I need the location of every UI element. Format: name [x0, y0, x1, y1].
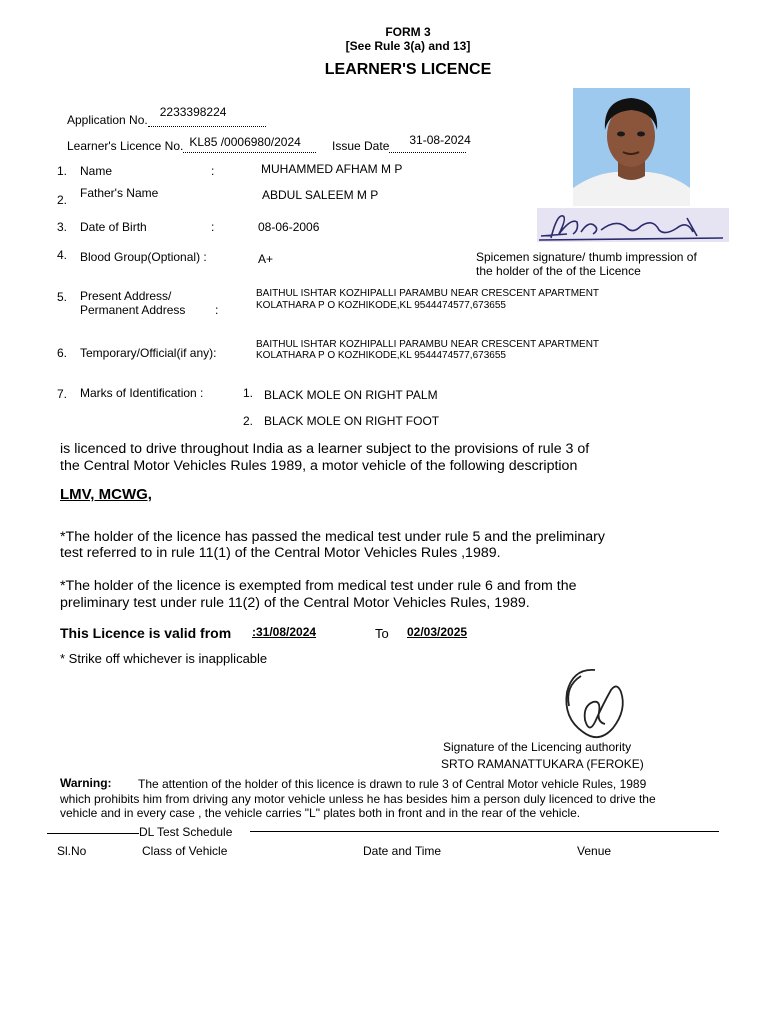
portrait-image — [573, 88, 690, 206]
specimen-caption-line2: the holder of the of the Licence — [476, 264, 641, 278]
licence-no-line — [183, 135, 316, 153]
warning-line2: which prohibits him from driving any motor vehicle unless he has besides him a person duly licenced to drive the — [60, 792, 656, 806]
temp-address-line2: KOLATHARA P O KOZHIKODE,KL 9544474577,673655 — [256, 350, 506, 361]
authority-label: Signature of the Licencing authority — [443, 740, 632, 754]
licence-no-label: Learner's Licence No. — [67, 139, 184, 153]
warning-line1: The attention of the holder of this licence is drawn to rule 3 of Central Motor vehicle Rules, 1989 — [138, 777, 647, 791]
schedule-col-class: Class of Vehicle — [142, 844, 228, 858]
dob-colon: : — [211, 220, 215, 234]
temp-address-line1: BAITHUL ISHTAR KOZHIPALLI PARAMBU NEAR CRESCENT APARTMENT — [256, 339, 600, 350]
strike-note: * Strike off whichever is inapplicable — [60, 651, 268, 666]
blood-number: 4. — [57, 248, 68, 262]
schedule-rule-right — [250, 831, 719, 832]
signature-image — [537, 208, 729, 242]
issue-date-row — [332, 133, 471, 153]
schedule-rule-left — [47, 833, 139, 834]
dob-label: Date of Birth — [80, 220, 147, 234]
mark-1-number: 1. — [243, 386, 254, 400]
specimen-caption-line1: Spicemen signature/ thumb impression of — [476, 250, 697, 264]
present-address-line2: KOLATHARA P O KOZHIKODE,KL 9544474577,673655 — [256, 300, 506, 311]
mark-2-text: BLACK MOLE ON RIGHT FOOT — [264, 414, 440, 428]
application-no-row — [67, 105, 266, 127]
present-address-number: 5. — [57, 290, 68, 304]
present-address-label1: Present Address/ — [80, 289, 172, 303]
present-address-label2: Permanent Address — [80, 303, 186, 317]
holder-photo — [573, 88, 690, 206]
authority-office: SRTO RAMANATTUKARA (FEROKE) — [441, 757, 644, 771]
para1-line2: the Central Motor Vehicles Rules 1989, a motor vehicle of the following description — [60, 458, 578, 474]
para3-line1: *The holder of the licence is exempted from medical test under rule 6 and from the — [60, 578, 577, 594]
para2-line1: *The holder of the licence has passed the medical test under rule 5 and the preliminary — [60, 529, 605, 545]
warning-line3: vehicle and in every case , the vehicle carries "L" plates both in front and in the rear of the vehicle. — [60, 806, 581, 820]
father-number: 2. — [57, 193, 68, 207]
application-no-label: Application No. — [67, 113, 148, 127]
rule-reference: [See Rule 3(a) and 13] — [345, 39, 471, 53]
application-no-value: 2233398224 — [159, 105, 227, 119]
dob-value: 08-06-2006 — [258, 220, 320, 234]
dob-number: 3. — [57, 220, 68, 234]
mark-2-number: 2. — [243, 414, 254, 428]
valid-label: This Licence is valid from — [60, 625, 232, 641]
mark-1-text: BLACK MOLE ON RIGHT PALM — [264, 388, 438, 402]
schedule-title: DL Test Schedule — [139, 825, 233, 839]
temp-address-number: 6. — [57, 346, 68, 360]
para3-line2: preliminary test under rule 11(2) of the Central Motor Vehicles Rules, 1989. — [60, 595, 530, 611]
licence-no-value: KL85 /0006980/2024 — [189, 135, 301, 149]
para2-line2: test referred to in rule 11(1) of the Central Motor Vehicles Rules ,1989. — [60, 545, 501, 561]
marks-label: Marks of Identification : — [80, 386, 204, 400]
application-no-line — [148, 105, 266, 127]
authority-signature — [555, 662, 635, 748]
valid-from-value: :31/08/2024 — [252, 625, 317, 639]
name-value: MUHAMMED AFHAM M P — [261, 162, 403, 176]
blood-value: A+ — [258, 252, 274, 266]
valid-to-label: To — [375, 626, 389, 641]
schedule-col-slno: Sl.No — [57, 844, 87, 858]
schedule-col-datetime: Date and Time — [363, 844, 442, 858]
marks-number: 7. — [57, 387, 68, 401]
father-label: Father's Name — [80, 186, 159, 200]
licence-no-row — [67, 135, 316, 153]
issue-date-line — [389, 133, 471, 153]
authority-signature-image — [555, 662, 635, 748]
father-value: ABDUL SALEEM M P — [262, 188, 379, 202]
name-label: Name — [80, 164, 113, 178]
para1-line1: is licenced to drive throughout India as a learner subject to the provisions of rule 3 of — [60, 441, 590, 457]
valid-to-value: 02/03/2025 — [407, 625, 468, 639]
vehicle-class: LMV, MCWG, — [60, 486, 152, 503]
present-address-colon: : — [215, 303, 219, 317]
form-number: FORM 3 — [385, 25, 431, 39]
name-colon: : — [211, 164, 215, 178]
name-number: 1. — [57, 164, 68, 178]
page-title: LEARNER'S LICENCE — [324, 61, 492, 78]
warning-label: Warning: — [60, 776, 112, 790]
schedule-col-venue: Venue — [577, 844, 612, 858]
issue-date-value: 31-08-2024 — [409, 133, 471, 147]
holder-signature — [537, 208, 729, 242]
blood-label: Blood Group(Optional) : — [80, 250, 207, 264]
present-address-line1: BAITHUL ISHTAR KOZHIPALLI PARAMBU NEAR CRESCENT APARTMENT — [256, 288, 600, 299]
temp-address-label: Temporary/Official(if any): — [80, 346, 217, 360]
issue-date-label: Issue Date — [332, 139, 390, 153]
